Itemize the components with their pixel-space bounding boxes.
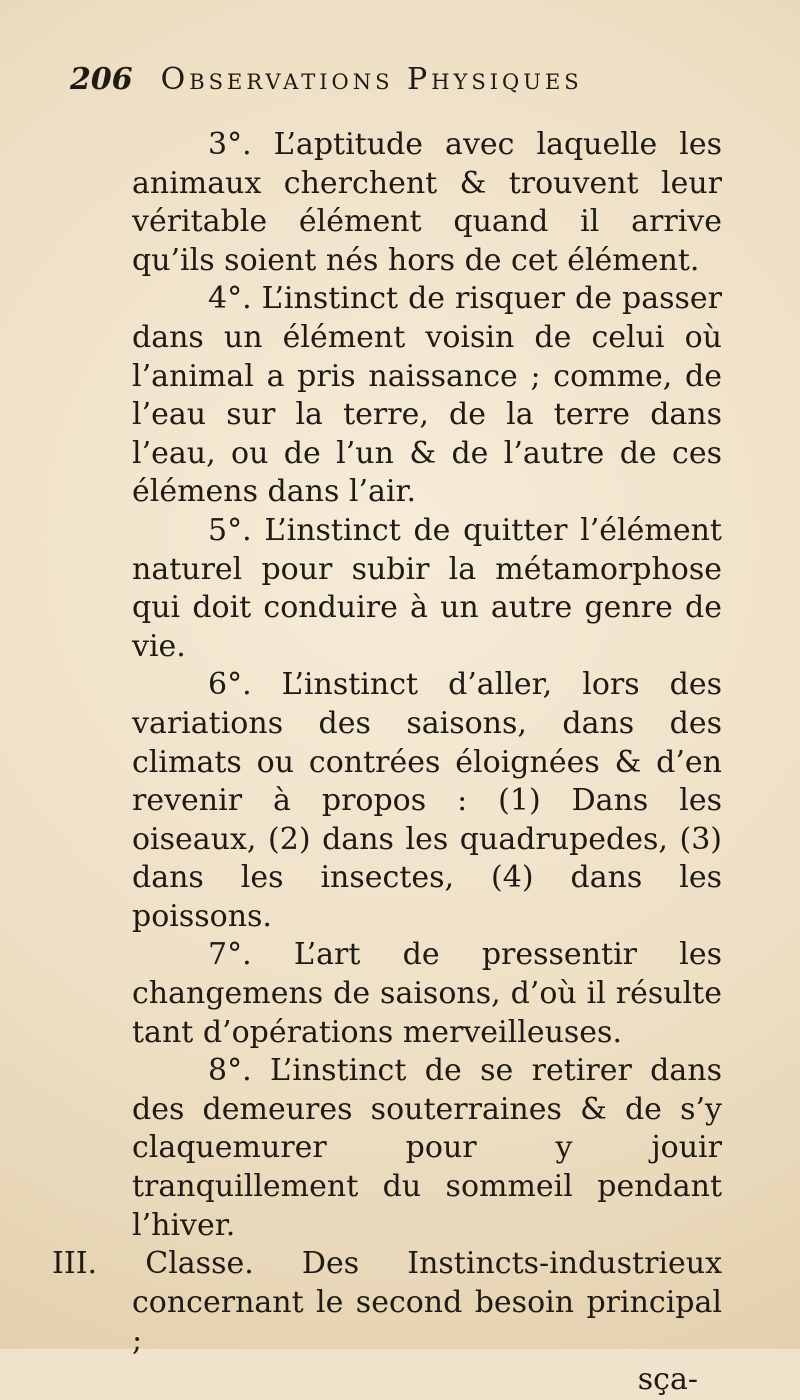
catchword: sça- bbox=[637, 1362, 698, 1397]
paragraph-8: 8°. L’instinct de se retirer dans des demeures souterraines & de s’y claquemurer pour y jouir tranquillement du sommeil pendant l’hiver. bbox=[132, 1053, 722, 1243]
running-title: Observations Physiques bbox=[160, 62, 583, 97]
section-heading: III. Classe. Des Instincts-industrieux concernant le second besoin principal ; bbox=[52, 1246, 722, 1359]
paragraph-7: 7°. L’art de pressentir les changemens de saisons, d’où il résulte tant d’opérations merveilleuses. bbox=[132, 937, 722, 1050]
page-header bbox=[70, 62, 690, 97]
paragraph-4: 4°. L’instinct de risquer de passer dans un élément voisin de celui où l’animal a pris naissance ; comme, de l’eau sur la terre, de la terre dans l’eau, ou de l’un & de l’autre de ces élémens dans l’air. bbox=[132, 281, 722, 510]
body-text bbox=[52, 126, 722, 1400]
paragraph-5: 5°. L’instinct de quitter l’élément naturel pour subir la métamorphose qui doit conduire à un autre genre de vie. bbox=[132, 512, 722, 664]
paragraph-6: 6°. L’instinct d’aller, lors des variations des saisons, dans des climats ou contrées éloignées & d’en revenir à propos : (1) Dans les oiseaux, (2) dans les quadrupedes, (3) dans les insectes, (4) dans les poissons. bbox=[132, 667, 722, 934]
page-number: 206 bbox=[70, 62, 133, 97]
paragraph-3: 3°. L’aptitude avec laquelle les animaux cherchent & trouvent leur véritable élément quand il arrive qu’ils soient nés hors de cet élément. bbox=[132, 127, 722, 278]
